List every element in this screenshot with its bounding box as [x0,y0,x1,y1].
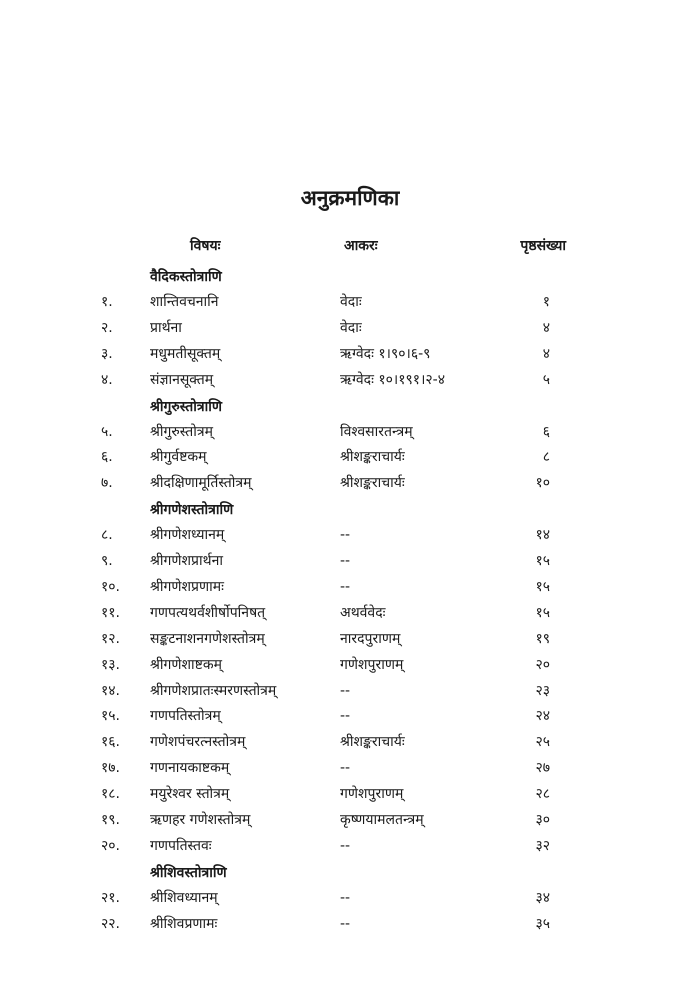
toc-entry [0,575,700,601]
entry-page: ४ [542,319,550,336]
entry-page: १९ [535,630,550,647]
entry-subject: श्रीगणेशप्रार्थना [150,553,223,570]
entry-page: २७ [535,760,550,777]
entry-source: -- [340,837,351,854]
entry-page: ३४ [535,889,550,906]
entry-source: -- [340,760,351,777]
entry-subject: मयुरेश्वर स्तोत्रम् [150,786,230,803]
entry-number: १२. [101,630,121,647]
page-title: अनुक्रमणिका [300,186,400,210]
entry-subject: ऋणहर गणेशस्तोत्रम् [150,812,251,829]
entry-number: १५. [101,708,121,725]
entry-page: १ [542,294,550,310]
entry-number: ७. [101,475,113,492]
entry-page: २३ [535,682,550,699]
entry-page: १५ [535,579,550,596]
toc-entry [0,601,700,627]
entry-page: १४ [535,527,550,544]
entry-subject: श्रीगुर्वष्टकम् [150,449,207,466]
toc-entry [0,445,700,471]
toc-entry [0,679,700,705]
entry-source: ऋग्वेदः १।९०।६-९ [340,345,431,362]
toc-entry [0,704,700,730]
entry-subject: शान्तिवचनानि [150,294,219,310]
entry-subject: मधुमतीसूक्तम् [150,345,221,362]
entry-number: ३. [101,345,113,362]
section-heading: श्रीगणेशस्तोत्राणि [150,502,234,519]
toc-entry [0,316,700,342]
entry-source: गणेशपुराणम् [340,786,404,803]
entry-subject: गणनायकाष्टकम् [150,760,230,777]
entry-subject: संज्ञानसूक्तम् [150,371,214,388]
entry-source: ऋग्वेदः १०।१९१।२-४ [340,371,445,388]
entry-page: ४ [542,345,550,362]
entry-number: ११. [101,604,121,621]
entry-source: श्रीशङ्कराचार्यः [340,449,405,466]
entry-subject: श्रीगणेशध्यानम् [150,527,225,544]
entry-subject: गणपतिस्तोत्रम् [150,708,221,725]
toc-entry [0,342,700,368]
entry-subject: श्रीगणेशाष्टकम् [150,656,222,673]
entry-source: वेदाः [340,294,362,310]
toc-entry [0,808,700,834]
entry-number: ९. [101,553,113,570]
toc-entry [0,420,700,446]
toc-entry [0,756,700,782]
entry-number: २२. [101,915,121,932]
entry-number: ६. [101,449,113,466]
section-heading: श्रीगुरुस्तोत्राणि [150,398,222,415]
entry-source: वेदाः [340,319,362,336]
toc-entry [0,886,700,912]
entry-subject: प्रार्थना [150,319,182,336]
entry-source: गणेशपुराणम् [340,656,404,673]
entry-source: कृष्णयामलतन्त्रम् [340,812,424,829]
entry-source: -- [340,682,351,699]
entry-page: १५ [535,553,550,570]
toc-entry [0,368,700,394]
column-header-source: आकरः [344,238,378,254]
toc-entry [0,627,700,653]
entry-source: -- [340,579,351,596]
toc-entry [0,523,700,549]
table-of-contents [0,264,700,938]
toc-entry [0,730,700,756]
entry-subject: गणेशपंचरत्नस्तोत्रम् [150,734,246,751]
entry-source: -- [340,889,351,906]
column-header-subject: विषयः [190,238,221,254]
entry-number: १८. [101,786,121,803]
column-header-page: पृष्ठसंख्या [520,238,566,254]
entry-source: विश्वसारतन्त्रम् [340,423,413,440]
entry-source: श्रीशङ्कराचार्यः [340,475,405,492]
entry-number: १४. [101,682,121,699]
entry-page: ३५ [535,915,550,932]
section-heading: वैदिकस्तोत्राणि [150,269,222,285]
entry-number: १०. [101,579,121,596]
entry-page: ५ [542,371,550,388]
entry-page: ३२ [535,837,550,854]
toc-entry [0,653,700,679]
toc-section [0,394,700,498]
entry-source: -- [340,527,351,544]
toc-entry [0,471,700,497]
entry-page: १५ [535,604,550,621]
toc-entry [0,549,700,575]
entry-source: नारदपुराणम् [340,630,401,647]
toc-entry [0,290,700,316]
entry-number: १. [101,294,113,310]
entry-subject: श्रीगणेशप्रणामः [150,579,224,596]
entry-page: १० [535,475,550,492]
entry-source: -- [340,915,351,932]
entry-number: २१. [101,889,121,906]
entry-source: अथर्ववेदः [340,604,386,621]
toc-section [0,497,700,860]
entry-source: श्रीशङ्कराचार्यः [340,734,405,751]
entry-page: २० [535,656,550,673]
entry-page: ३० [535,812,550,829]
entry-number: ८. [101,527,113,544]
toc-entry [0,782,700,808]
entry-subject: श्रीशिवध्यानम् [150,889,218,906]
entry-page: ८ [542,449,550,466]
entry-number: ५. [101,423,113,440]
entry-page: २४ [535,708,550,725]
toc-section [0,264,700,394]
entry-number: १९. [101,812,121,829]
entry-number: ४. [101,371,113,388]
entry-subject: श्रीगणेशप्रातःस्मरणस्तोत्रम् [150,682,277,699]
entry-number: १३. [101,656,121,673]
entry-subject: श्रीगुरुस्तोत्रम् [150,423,213,440]
entry-subject: श्रीशिवप्रणामः [150,915,218,932]
toc-entry [0,912,700,938]
entry-subject: गणपत्यथर्वशीर्षोपनिषत् [150,604,266,621]
entry-number: २. [101,319,113,336]
entry-subject: गणपतिस्तवः [150,837,212,854]
entry-source: -- [340,708,351,725]
entry-subject: सङ्कटनाशनगणेशस्तोत्रम् [150,630,265,647]
entry-subject: श्रीदक्षिणामूर्तिस्तोत्रम् [150,475,252,492]
entry-page: २५ [535,734,550,751]
toc-entry [0,834,700,860]
section-heading: श्रीशिवस्तोत्राणि [150,864,227,881]
entry-number: १७. [101,760,121,777]
entry-page: २८ [535,786,550,803]
entry-page: ६ [542,423,550,440]
entry-source: -- [340,553,351,570]
toc-section [0,860,700,938]
entry-number: १६. [101,734,121,751]
entry-number: २०. [101,837,121,854]
